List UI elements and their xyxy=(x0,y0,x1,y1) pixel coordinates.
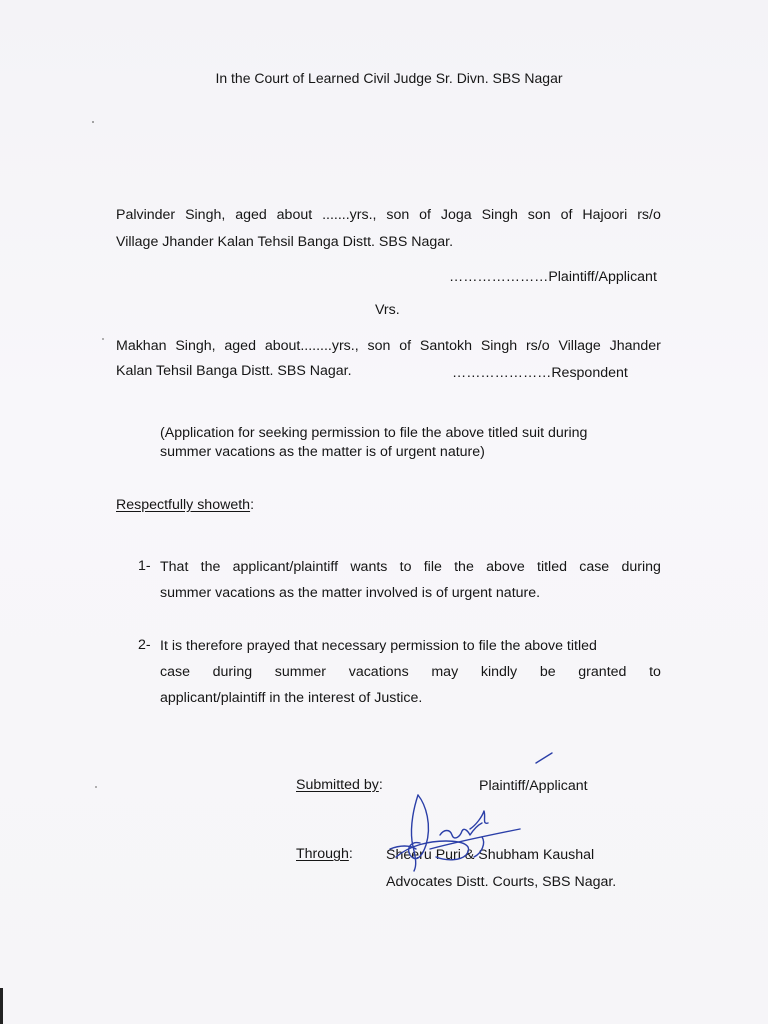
paragraph-2-line-2-word: to xyxy=(649,664,661,680)
paragraph-1-line-1-word: case xyxy=(579,559,610,575)
respondent-line-1-word: of xyxy=(399,338,412,354)
paragraph-1-line-2: summer vacations as the matter involved is of urgent nature. xyxy=(160,585,541,601)
paragraph-1-line-1-word: to xyxy=(399,559,412,575)
plaintiff-line-1-word: rs/o xyxy=(637,207,661,223)
paragraph-1-line-1-word: titled xyxy=(537,559,567,575)
paragraph-1-line-1-word: file xyxy=(423,559,442,575)
submitted-by-label xyxy=(296,776,383,794)
plaintiff-line-1-word: Singh xyxy=(481,207,518,223)
plaintiff-designation: …………………Plaintiff/Applicant xyxy=(449,269,657,285)
paragraph-1-line-1 xyxy=(160,558,661,576)
paragraph-2-line-3: applicant/plaintiff in the interest of Justice. xyxy=(160,690,423,706)
respondent-line-1-word: Village xyxy=(558,338,601,354)
paragraph-2-line-2-word: may xyxy=(431,664,459,680)
through-text: Through xyxy=(296,846,349,862)
plaintiff-line-1-word: aged xyxy=(235,207,267,223)
scan-speck xyxy=(95,786,97,788)
paragraph-1-line-1-word: during xyxy=(621,559,661,575)
paragraph-2-line-2 xyxy=(160,663,661,681)
respondent-designation: …………………Respondent xyxy=(452,365,628,381)
submitted-by-value: Plaintiff/Applicant xyxy=(479,778,588,794)
respondent-line-1-word: Makhan xyxy=(116,338,167,354)
paragraph-2-line-2-word: case xyxy=(160,664,190,680)
plaintiff-line-1-word: of xyxy=(560,207,573,223)
scan-edge xyxy=(0,988,3,1024)
plaintiff-line-1-word: son xyxy=(386,207,410,223)
respondent-line-1-word: Santokh xyxy=(419,338,472,354)
submitted-by-text: Submitted by xyxy=(296,777,379,793)
paragraph-1-line-1-word: the xyxy=(200,559,221,575)
plaintiff-line-1-word: Palvinder xyxy=(116,207,176,223)
paragraph-1-line-1-word: applicant/plaintiff xyxy=(232,559,339,575)
court-title: In the Court of Learned Civil Judge Sr. Divn. SBS Nagar xyxy=(215,70,563,86)
respondent-line-1-word: son xyxy=(367,338,391,354)
respondent-line-2: Kalan Tehsil Banga Distt. SBS Nagar. xyxy=(116,363,352,379)
advocates-line-2: Advocates Distt. Courts, SBS Nagar. xyxy=(386,874,617,890)
respondent-line-1-word: Jhander xyxy=(609,338,661,354)
submitted-by-colon: : xyxy=(378,777,383,793)
paragraph-2-line-2-word: vacations xyxy=(348,664,409,680)
respectfully-showeth-heading xyxy=(116,496,254,514)
paragraph-1-number: 1- xyxy=(138,558,151,574)
paragraph-2-line-2-word: kindly xyxy=(480,664,518,680)
application-line-1: (Application for seeking permission to file the above titled suit during xyxy=(160,425,588,441)
respectfully-showeth-text: Respectfully showeth xyxy=(116,497,251,513)
paragraph-1-line-1-word: That xyxy=(160,559,189,575)
paragraph-1-line-1-word: wants xyxy=(350,559,388,575)
paragraph-2-number: 2- xyxy=(138,637,151,653)
respondent-line-1-word: aged xyxy=(224,338,256,354)
respondent-line-1-word: rs/o xyxy=(525,338,550,354)
versus-label: Vrs. xyxy=(375,302,400,318)
paragraph-2-line-1: It is therefore prayed that necessary permission to file the above titled xyxy=(160,638,597,654)
paragraph-2-line-2-word: be xyxy=(539,664,556,680)
advocates-line-1: Sheeru Puri & Shubham Kaushal xyxy=(386,847,595,863)
application-line-2: summer vacations as the matter is of urgent nature) xyxy=(160,444,485,460)
scan-speck xyxy=(102,338,104,340)
plaintiff-line-1 xyxy=(116,206,661,224)
paragraph-2-line-2-word: summer xyxy=(274,664,327,680)
plaintiff-line-2: Village Jhander Kalan Tehsil Banga Distt. SBS Nagar. xyxy=(116,234,454,250)
plaintiff-line-1-word: Singh, xyxy=(185,207,226,223)
plaintiff-line-1-word: about xyxy=(276,207,313,223)
respondent-line-1-word: Singh, xyxy=(175,338,216,354)
paragraph-2-line-2-word: during xyxy=(212,664,253,680)
respondent-line-1-word: Singh xyxy=(480,338,518,354)
plaintiff-line-1-word: Joga xyxy=(440,207,472,223)
paragraph-1-line-1-word: above xyxy=(486,559,525,575)
plaintiff-line-1-word: son xyxy=(527,207,551,223)
paragraph-2-line-2-word: granted xyxy=(578,664,627,680)
plaintiff-line-1-word: .......yrs., xyxy=(322,207,377,223)
respondent-line-1-word: about........yrs., xyxy=(264,338,359,354)
through-colon: : xyxy=(348,846,353,862)
plaintiff-line-1-word: of xyxy=(419,207,432,223)
plaintiff-line-1-word: Hajoori xyxy=(582,207,628,223)
paragraph-1-line-1-word: the xyxy=(454,559,474,575)
through-label xyxy=(296,845,353,863)
scan-speck xyxy=(92,121,94,123)
respectfully-showeth-colon: : xyxy=(250,497,255,513)
respondent-line-1 xyxy=(116,337,661,355)
